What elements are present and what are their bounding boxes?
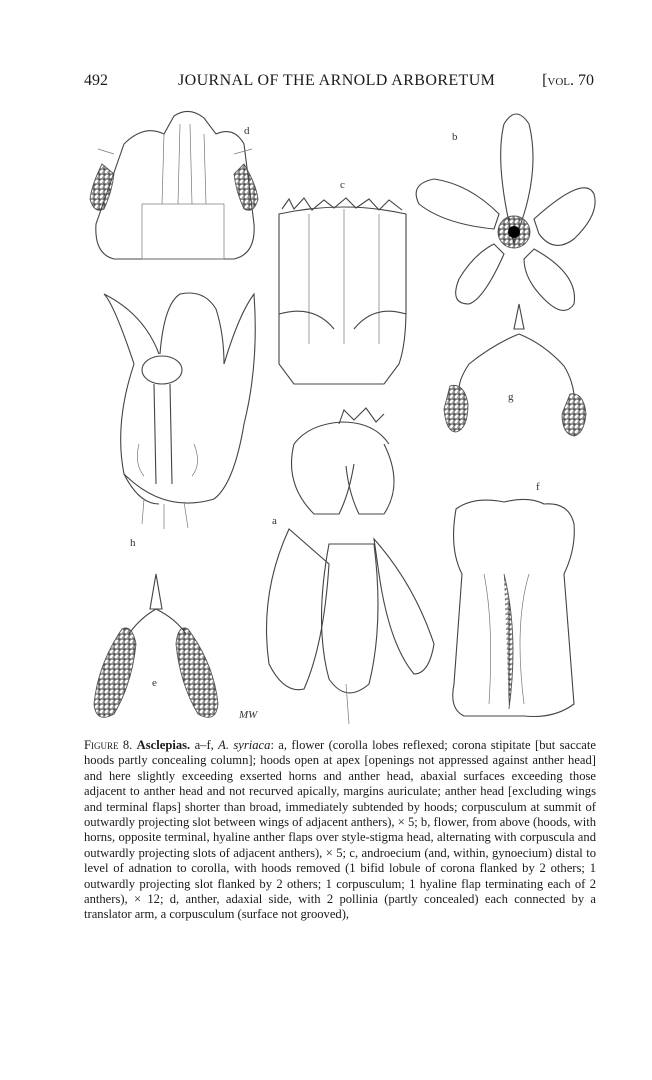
label-d: d: [244, 125, 250, 137]
label-g: g: [508, 391, 514, 403]
botanical-plate: [84, 104, 600, 730]
figure-g-pollinarium: [444, 304, 586, 436]
label-b: b: [452, 131, 458, 143]
figure-label: Figure 8.: [84, 738, 133, 752]
figure-f-anther-head: [453, 481, 575, 717]
figure-e-pollinarium: [94, 574, 218, 717]
caption-body: : a, flower (corolla lobes reflexed; corona stipitate [but saccate hoods partly concealing column]; hoods open at apex [openings not appressed against anther head] and here slightly exceeding exserted horns and anther head, abaxial surfaces exceeding those adjacent to anther head and not recurved apically, margins auriculate; anther head [excluding wings and terminal flaps] shorter than broad, immediately subtended by hoods; corpusculum at summit of outwardly projecting slot between wings of adjacent anthers), × 5; b, flower, from above (hoods, with horns, opposite terminal, hyaline anther flaps over style-stigma head, alternating with corpuscula and outwardly projecting slots of adjacent anthers), × 5; c, androecium (and, within, gynoecium) distal to level of adnation to corolla, with hoods removed (1 bifid lobule of corona flanked by 2 others; 1 outwardly projecting slot flanked by 2 others; 1 corpusculum; 1 hyaline flap terminating each of 2 anthers), × 12; d, anther, adaxial side, with 2 pollinia (partly concealed) each connected by a translator arm, a corpusculum (surface not grooved),: [84, 738, 596, 922]
volume-label: [vol. 70: [542, 72, 594, 89]
artist-signature: MW: [239, 709, 258, 721]
figure-d-anther: [90, 111, 258, 259]
range-text: a–f,: [194, 738, 214, 752]
label-c: c: [340, 179, 345, 191]
figure-a-flower: [267, 408, 435, 724]
figure-b-flower-above: [416, 114, 595, 310]
genus-name: Asclepias.: [136, 738, 191, 752]
label-a: a: [272, 515, 277, 527]
plate-illustration: [84, 104, 600, 730]
label-h: h: [130, 537, 136, 549]
page-number: 492: [84, 72, 108, 89]
figure-h-flower-side: [104, 293, 255, 549]
figure-c-androecium: [279, 179, 406, 384]
label-f: f: [536, 481, 540, 493]
journal-title: JOURNAL OF THE ARNOLD ARBORETUM: [178, 72, 496, 89]
figure-caption: [84, 738, 596, 923]
running-header: [84, 72, 594, 96]
species-name: A. syriaca: [218, 738, 271, 752]
label-e: e: [152, 677, 157, 689]
